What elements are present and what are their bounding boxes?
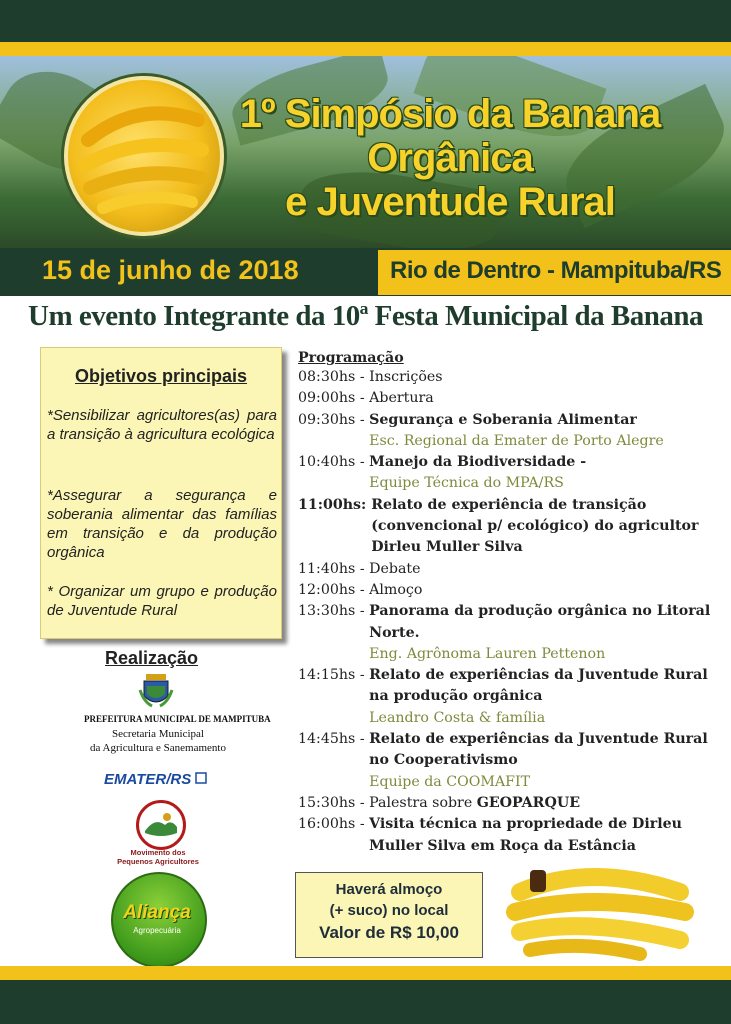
alianca-name: Aliança <box>123 902 191 923</box>
schedule-time: 14:15hs - <box>298 667 370 684</box>
bottom-band <box>0 980 731 1024</box>
secretaria-line2: da Agricultura e Sanemamento <box>90 742 226 754</box>
schedule-time: 09:30hs - <box>298 411 370 428</box>
schedule-time: 11:00hs: <box>298 496 372 513</box>
schedule-row <box>298 665 718 729</box>
mpa-landscape-icon <box>139 803 183 847</box>
schedule-row <box>298 367 718 388</box>
schedule-activity-block <box>369 452 718 495</box>
schedule-activity: Inscrições <box>369 369 443 385</box>
schedule-row <box>298 452 718 495</box>
schedule-row <box>298 388 718 409</box>
schedule-activity: Segurança e Soberania Alimentar <box>369 411 637 428</box>
event-location: Rio de Dentro - Mampituba/RS <box>390 257 722 284</box>
event-date: 15 de junho de 2018 <box>42 255 299 285</box>
schedule-speaker: Equipe Técnica do MPA/RS <box>369 475 564 492</box>
mpa-line2: Pequenos Agricultores <box>117 857 199 866</box>
lunch-line1: Haverá almoço <box>335 881 443 898</box>
title-line-1: 1º Simpósio da Banana Orgânica <box>239 92 661 180</box>
objectives-box <box>40 347 282 639</box>
schedule-activity-prefix: Palestra sobre <box>369 794 477 811</box>
schedule-time: 12:00hs - <box>298 581 370 598</box>
municipal-crest-icon <box>138 672 174 710</box>
schedule-activity: GEOPARQUE <box>476 794 581 811</box>
schedule-speaker: Leandro Costa & família <box>369 709 546 726</box>
program-schedule <box>298 349 718 857</box>
title-line-2: e Juventude Rural <box>285 180 615 224</box>
top-band <box>0 0 731 42</box>
schedule-row <box>298 814 718 857</box>
schedule-time: 08:30hs - <box>298 369 370 385</box>
schedule-activity: Panorama da produção orgânica no Litoral Norte. <box>369 603 711 641</box>
schedule-row <box>298 580 718 601</box>
lunch-info-box <box>295 872 483 958</box>
schedule-activity-block <box>369 410 718 453</box>
schedule-time: 10:40hs - <box>298 454 370 471</box>
schedule-time: 13:30hs - <box>298 603 370 620</box>
emater-logo <box>104 771 207 788</box>
prefeitura-name: PREFEITURA MUNICIPAL DE MAMPITUBA <box>84 714 271 724</box>
schedule-time: 11:40hs - <box>298 560 370 577</box>
banana-bunch-illustration <box>490 862 700 962</box>
top-stripe <box>0 42 731 56</box>
schedule-speaker: Esc. Regional da Emater de Porto Alegre <box>369 432 664 449</box>
schedule-row <box>298 793 718 814</box>
schedule-time: 09:00hs - <box>298 390 370 407</box>
schedule-speaker: Equipe da COOMAFIT <box>369 773 531 790</box>
schedule-activity-block <box>369 665 718 729</box>
bottom-stripe <box>0 966 731 980</box>
schedule-activity: Debate <box>369 560 421 577</box>
alianca-subtitle: Agropecuária <box>133 926 181 935</box>
realizacao-title: Realização <box>105 648 199 668</box>
schedule-speaker: Eng. Agrônoma Lauren Pettenon <box>369 645 606 662</box>
schedule-row <box>298 559 718 580</box>
schedule-activity-block <box>369 793 718 814</box>
schedule-row <box>298 601 718 665</box>
lunch-line2: (+ suco) no local <box>329 902 449 919</box>
schedule-row <box>298 729 718 793</box>
lunch-price: Valor de R$ 10,00 <box>319 923 459 942</box>
objectives-title: Objetivos principais <box>74 366 248 386</box>
mpa-line1: Movimento dos <box>130 848 186 857</box>
schedule-time: 14:45hs - <box>298 731 370 748</box>
objective-item: *Assegurar a segurança e soberania alimentar das famílias em transição e da produção orgânica <box>47 487 277 561</box>
event-subtitle: Um evento Integrante da 10ª Festa Municipal da Banana <box>28 300 703 332</box>
schedule-activity: Manejo da Biodiversidade - <box>369 454 587 471</box>
schedule-time: 16:00hs - <box>298 816 370 833</box>
objective-item: *Sensibilizar agricultores(as) para a transição à agricultura ecológica <box>47 407 277 443</box>
schedule-row <box>298 495 718 559</box>
emater-emblem-icon <box>195 772 207 784</box>
emater-logo-text: EMATER/RS <box>104 771 192 788</box>
schedule-activity-block <box>369 729 718 793</box>
mpa-name <box>100 848 216 866</box>
schedule-activity: Relato de experiências da Juventude Rural na produção orgânica <box>369 667 708 705</box>
schedule-time: 15:30hs - <box>298 794 370 811</box>
schedule-activity-block <box>369 601 718 665</box>
event-title <box>190 92 710 224</box>
schedule-activity: Visita técnica na propriedade de Dirleu Muller Silva em Roça da Estância <box>369 816 682 854</box>
program-title: Programação <box>298 350 404 366</box>
mpa-logo <box>136 800 186 850</box>
schedule-activity: Abertura <box>369 390 434 407</box>
schedule-activity: Relato de experiências da Juventude Rural no Cooperativismo <box>369 731 708 769</box>
objective-item: * Organizar um grupo e produção de Juventude Rural <box>47 583 277 619</box>
schedule-row <box>298 410 718 453</box>
schedule-activity: Almoço <box>369 581 423 598</box>
schedule-activity: Relato de experiência de transição (convencional p/ ecológico) do agricultor Dirleu Muller Silva <box>371 496 699 556</box>
secretaria-line1: Secretaria Municipal <box>112 728 204 740</box>
